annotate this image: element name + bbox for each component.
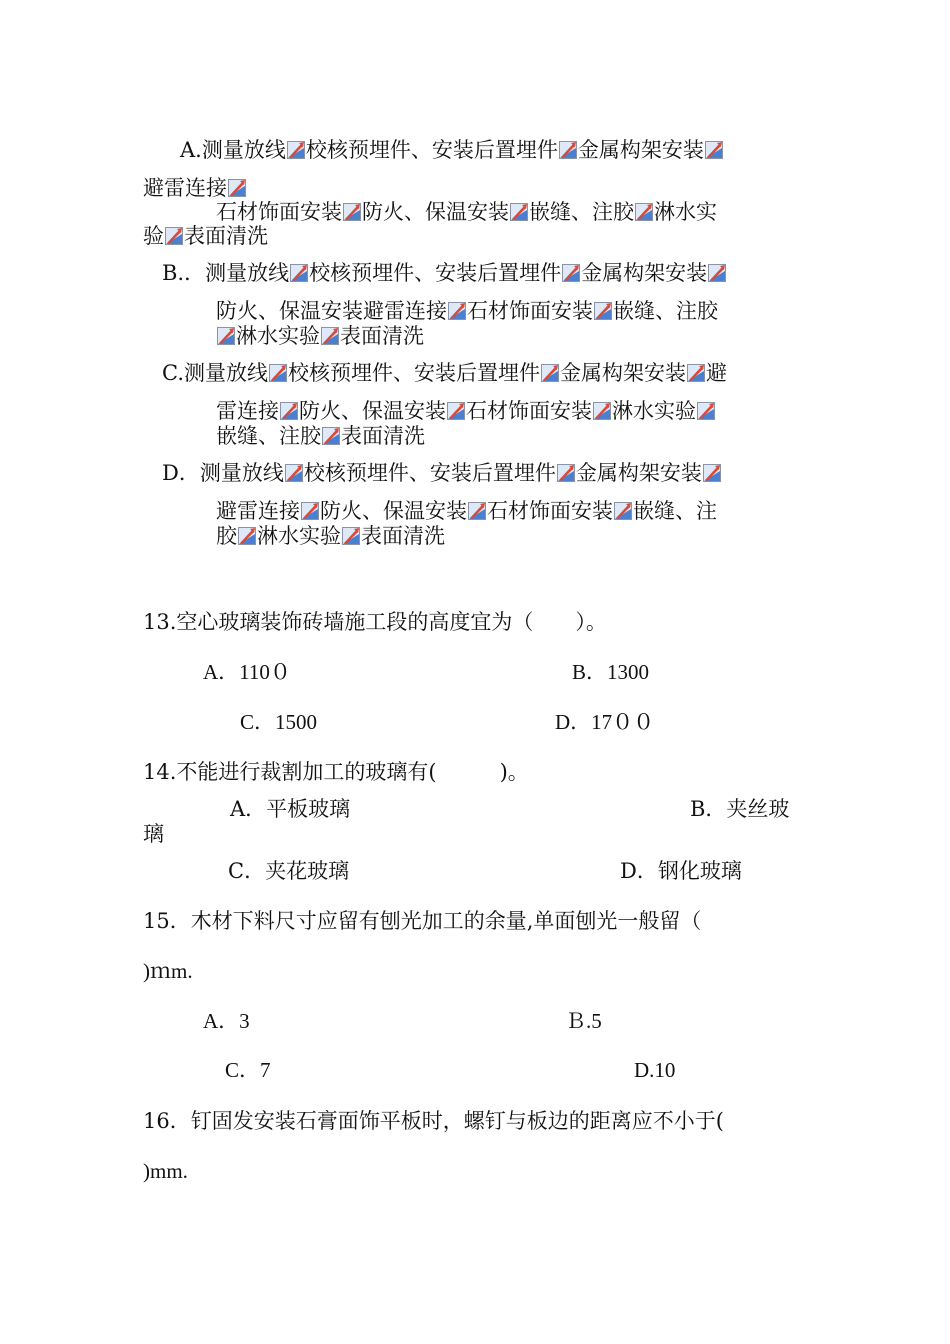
- step-text: 避雷连接: [143, 176, 227, 200]
- arrow-icon: [635, 203, 653, 221]
- arrow-icon: [594, 302, 612, 320]
- step-text: 测量放线: [199, 461, 284, 485]
- arrow-icon: [342, 527, 360, 545]
- step-text: 校核预埋件、安装后置埋件: [309, 261, 562, 285]
- arrow-icon: [559, 141, 577, 159]
- option-letter: D．: [162, 461, 200, 485]
- q14-option-d: D．钢化玻璃: [620, 859, 742, 883]
- q13-option-a: A．110０: [203, 660, 291, 684]
- step-text: 石材饰面安装: [467, 299, 593, 323]
- step-text: 石材饰面安装: [216, 200, 342, 224]
- q14-option-c: C．夹花玻璃: [228, 859, 350, 883]
- q15-stem-cont: )ｍm.: [143, 959, 193, 983]
- q13-option-c: C．1500: [240, 710, 318, 734]
- q12-option-d-line2: [216, 498, 717, 524]
- arrow-icon: [322, 427, 340, 445]
- q12-option-b-line2: [216, 298, 718, 324]
- arrow-icon: [280, 402, 298, 420]
- q14-stem: 14.不能进行裁割加工的玻璃有( )。: [143, 760, 529, 784]
- arrow-icon: [217, 327, 235, 345]
- step-text: 淋水实验: [236, 324, 320, 348]
- step-text: 石材饰面安装: [466, 399, 592, 423]
- step-text: 防火、保温安装: [320, 499, 467, 523]
- step-text: 石材饰面安装: [487, 499, 613, 523]
- q12-option-a-line1: [180, 137, 724, 163]
- arrow-icon: [238, 527, 256, 545]
- arrow-icon: [228, 179, 246, 197]
- step-text: 校核预埋件、安装后置埋件: [303, 461, 556, 485]
- step-text: 测量放线: [184, 361, 268, 385]
- step-text: 校核预埋件、安装后置埋件: [288, 361, 540, 385]
- step-text: 表面清洗: [341, 424, 425, 448]
- q13-option-d: D．17００: [555, 710, 655, 734]
- step-text: 嵌缝、注胶: [613, 299, 718, 323]
- step-text: 避: [706, 361, 727, 385]
- arrow-icon: [468, 502, 486, 520]
- arrow-icon: [705, 141, 723, 159]
- q12-option-a-line2: [143, 175, 247, 201]
- arrow-icon: [301, 502, 319, 520]
- arrow-icon: [287, 141, 305, 159]
- q14-option-b: B．夹丝玻: [690, 797, 790, 821]
- step-text: 淋水实验: [612, 399, 696, 423]
- arrow-icon: [562, 264, 580, 282]
- arrow-icon: [269, 364, 287, 382]
- step-text: 淋水实验: [257, 524, 341, 548]
- q15-option-a: A．3: [203, 1009, 250, 1033]
- step-text: 金属构架安装: [581, 261, 708, 285]
- q15-stem: 15．木材下料尺寸应留有刨光加工的余量,单面刨光一般留（: [143, 909, 702, 933]
- q12-option-c-line3: [216, 423, 425, 449]
- step-text: 嵌缝、注: [633, 499, 717, 523]
- step-text: 验: [143, 224, 164, 248]
- q14-option-b-wrap: 璃: [143, 822, 164, 846]
- arrow-icon: [165, 227, 183, 245]
- q15-option-d: D.10: [634, 1058, 676, 1082]
- arrow-icon: [708, 264, 726, 282]
- step-text: 金属构架安装: [577, 138, 704, 162]
- step-text: 测量放线: [205, 261, 290, 285]
- step-text: 防火、保温安装: [362, 200, 509, 224]
- arrow-icon: [697, 402, 715, 420]
- step-text: 雷连接: [216, 399, 279, 423]
- arrow-icon: [343, 203, 361, 221]
- step-text: 表面清洗: [361, 524, 445, 548]
- arrow-icon: [557, 464, 575, 482]
- step-text: 表面清洗: [340, 324, 424, 348]
- q12-option-b-line3: [216, 323, 424, 349]
- q15-option-b: Ｂ.5: [565, 1009, 602, 1033]
- step-text: 胶: [216, 524, 237, 548]
- arrow-icon: [285, 464, 303, 482]
- step-text: 测量放线: [201, 138, 286, 162]
- q14-option-a: A．平板玻璃: [230, 797, 351, 821]
- arrow-icon: [593, 402, 611, 420]
- step-text: 防火、保温安装: [299, 399, 446, 423]
- q12-option-b-line1: [162, 260, 727, 286]
- q13-stem: 13.空心玻璃装饰砖墙施工段的高度宜为（ ）。: [143, 610, 607, 634]
- arrow-icon: [687, 364, 705, 382]
- arrow-icon: [447, 402, 465, 420]
- q12-option-d-line3: [216, 523, 445, 549]
- q12-option-c-line2: [216, 398, 716, 424]
- q12-option-c-line1: [162, 360, 727, 386]
- option-letter: C.: [162, 361, 184, 385]
- step-text: 校核预埋件、安装后置埋件: [305, 138, 558, 162]
- arrow-icon: [510, 203, 528, 221]
- step-text: 嵌缝、注胶: [529, 200, 634, 224]
- q15-option-c: C．7: [225, 1058, 271, 1082]
- option-letter: A.: [180, 138, 202, 162]
- arrow-icon: [448, 302, 466, 320]
- step-text: 表面清洗: [184, 224, 268, 248]
- step-text: 淋水实: [654, 200, 717, 224]
- q13-option-b: B．1300: [572, 660, 650, 684]
- arrow-icon: [290, 264, 308, 282]
- q16-stem-cont: )mm.: [143, 1159, 188, 1183]
- q16-stem: 16．钉固发安装石膏面饰平板时，螺钉与板边的距离应不小于(: [143, 1109, 724, 1133]
- step-text: 金属构架安装: [575, 461, 702, 485]
- arrow-icon: [321, 327, 339, 345]
- q12-option-d-line1: [162, 460, 722, 486]
- q12-option-a-line4: [143, 223, 268, 249]
- q12-option-a-line3: [216, 199, 717, 225]
- option-letter: B.．: [162, 261, 206, 285]
- step-text: 嵌缝、注胶: [216, 424, 321, 448]
- arrow-icon: [703, 464, 721, 482]
- arrow-icon: [541, 364, 559, 382]
- arrow-icon: [614, 502, 632, 520]
- step-text: 防火、保温安装避雷连接: [216, 299, 447, 323]
- step-text: 金属构架安装: [560, 361, 686, 385]
- step-text: 避雷连接: [216, 499, 300, 523]
